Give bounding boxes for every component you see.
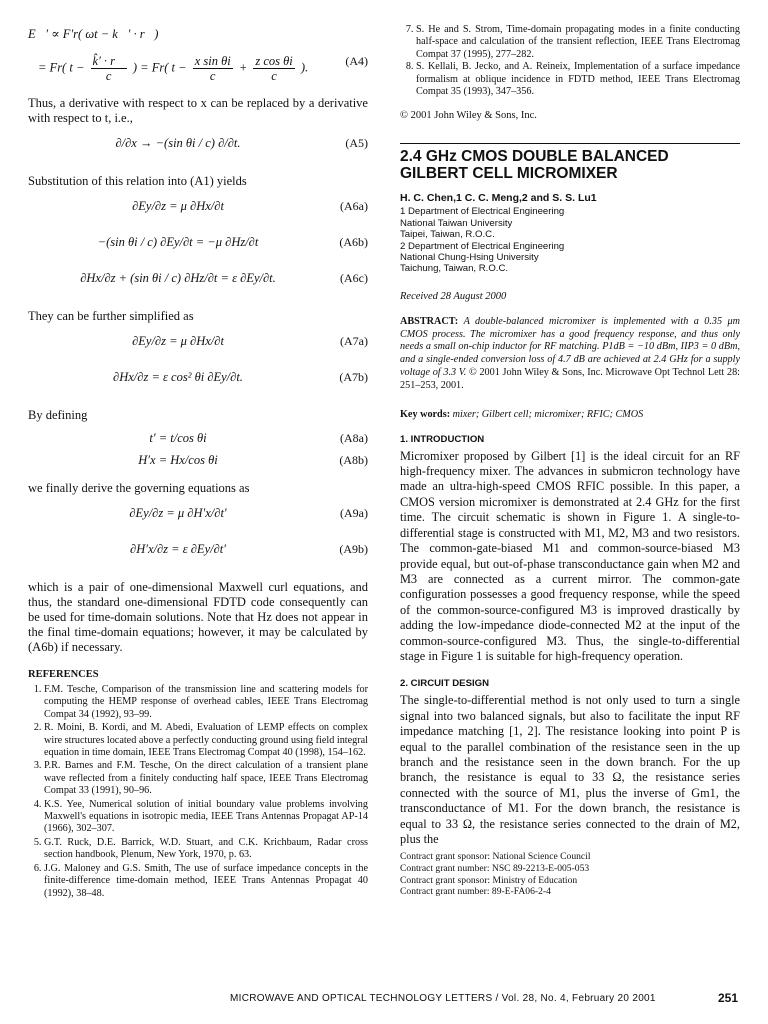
equation-a6c: ∂Hx/∂z + (sin θi / c) ∂Hz/∂t = ε ∂Ey/∂t. (A6c) (80, 271, 368, 285)
reference-item: 8. S. Kellali, B. Jecko, and A. Reineix, Implementation of a surface impedance formalism at oblique incidence in FDTD method, IEEE Trans Electromag Compat 35 (1993), 347–356. (416, 61, 740, 98)
equation-a8a: t′ = t/cos θi (A8a) (149, 431, 368, 445)
equation-tag: (A8a) (340, 431, 368, 445)
right-column (400, 24, 740, 898)
paragraph: The single-to-differential method is not only used to turn a single signal into two balanced signals, but also to facilitate the input RF impedance matching [1, 2]. The resistance looking into point P is equal to the parallel combination of the resistance seen in the up branch and the resistance seen in the down branch. For the up branch, the resistance is equal to 33 Ω, the resistance series connected with the source of M1, plus the inverse of Gm1, the transconductance of M1. For the down branch, the resistance is equal to 33 Ω, the resistance series connected to the drain of M2, plus the (400, 693, 740, 846)
paragraph: Micromixer proposed by Gilbert [1] is the ideal circuit for an RF high-frequency mixer. The advances in submicron technology have made an ultra-high-speed CMOS RFIC possible. In this paper, a CMOS version micromixer is demonstrated at 2.4 GHz for the first time. The circuit schematic is shown in Figure 1. A single-to-differential stage is constructed with M1, M2, M3 and two resistors. The common-gate-biased M1 and common-source-biased M3 provide equal, but out-of-phase transconductance gain when M2 and M3 are connected as a current mirror. The common-gate configuration possesses a good frequency response, while the speed of the common-source-configured M3 is improved drastically by adding the low-impedance diode-connected M2 at the input of the common-source-configured M3. Thus, the single-to-differential stage in Figure 1 is suitable for high-frequency operation. (400, 448, 740, 663)
paragraph: which is a pair of one-dimensional Maxwell curl equations, and thus, the standard one-dimensional FDTD code consequently can be used for time-domain solutions. Note that Hz does not appear in the final time-domain equations; however, it may be calculated by (A6b) if necessary. (28, 580, 368, 654)
equation-a7b: ∂Hx/∂z = ε cos² θi ∂Ey/∂t. (A7b) (113, 370, 368, 384)
paragraph: we finally derive the governing equations as (28, 481, 250, 495)
equation-a9a: ∂Ey/∂z = μ ∂H′x/∂t′ (A9a) (129, 506, 368, 520)
equation-tag: (A8b) (339, 453, 368, 467)
equation-a8b: H′x = Hx/cos θi (A8b) (138, 453, 368, 467)
equation-tag: (A7b) (339, 370, 368, 384)
reference-item: 7. S. He and S. Strom, Time-domain propagating modes in a finite conducting half-space and calculation of the transient reflection, IEEE Trans Electromag Compat 37 (1995), 277–282. (416, 24, 740, 61)
equation-a5: ∂/∂x → −(sin θi / c) ∂/∂t. (A5) (115, 136, 368, 150)
equation-tag: (A9b) (339, 542, 368, 556)
article-title: 2.4 GHz CMOS DOUBLE BALANCED GILBERT CELL MICROMIXER (400, 148, 669, 183)
equation-tag: (A4) (345, 54, 368, 68)
equation-tag: (A7a) (340, 334, 368, 348)
reference-item: 1. F.M. Tesche, Comparison of the transmission line and scattering models for computing the HEMP response of overhead cables, IEEE Trans Electromag Compat 34 (1992), 93–99. (44, 684, 368, 721)
journal-footer: MICROWAVE AND OPTICAL TECHNOLOGY LETTERS / Vol. 28, No. 4, February 20 2001 (230, 993, 656, 1004)
abstract: ABSTRACT: A double-balanced micromixer is implemented with a 0.35 μm CMOS process. The micromixer has a good frequency response, and thus only needs a small on-chip inductor for RF matching. P1dB = −10 dBm, IIP3 = 0 dBm, and a single-ended conversion loss of 4.7 dB are achieved at 2.4 GHz for a supply voltage of 3.3 V. © 2001 John Wiley & Sons, Inc. Microwave Opt Technol Lett 28: 251–253, 2001. (400, 315, 741, 391)
equation-a4-line1: E⃗′ ∝ F′r( ωt − k⃗′ · r⃗) (28, 27, 159, 41)
reference-item: 6. J.G. Maloney and G.S. Smith, The use of surface impedance concepts in the finite-difference time-domain method, IEEE Trans Antennas Propagat 40 (1992), 38–48. (44, 863, 368, 900)
title-rule (400, 143, 740, 144)
equation-tag: (A6b) (339, 235, 368, 249)
references-heading: REFERENCES (28, 669, 99, 680)
affiliations: 1 Department of Electrical Engineering National Taiwan University Taipei, Taiwan, R.O.C. 2 Department of Electrical Engineering National Chung-Hsing University Taichung, Taiwan, R.O.C. (400, 206, 565, 275)
fraction: $\frac{\text{z cos θi}}{c}$ (255, 54, 293, 83)
equation-tag: (A5) (345, 136, 368, 150)
reference-item: 5. G.T. Ruck, D.E. Barrick, W.D. Stuart, and C.K. Krichbaum, Radar cross section handbook, Plenum, New York, 1970, p. 63. (44, 837, 368, 862)
equation-a7a: ∂Ey/∂z = μ ∂Hx/∂t (A7a) (132, 334, 368, 348)
equation-tag: (A9a) (340, 506, 368, 520)
reference-item: 4. K.S. Yee, Numerical solution of initial boundary value problems involving Maxwell's equations in isotropic media, IEEE Trans Antennas Propagat AP-14 (1966), 302–307. (44, 799, 368, 836)
paragraph: By defining (28, 408, 88, 422)
authors: H. C. Chen,1 C. C. Meng,2 and S. S. Lu1 (400, 192, 597, 205)
keywords: Key words: mixer; Gilbert cell; micromixer; RFIC; CMOS (400, 408, 644, 420)
equation-tag: (A6a) (340, 199, 368, 213)
equation-a9b: ∂H′x/∂z = ε ∂Ey/∂t′ (A9b) (130, 542, 368, 556)
copyright: © 2001 John Wiley & Sons, Inc. (400, 110, 537, 122)
equation-a6b: −(sin θi / c) ∂Ey/∂t = −μ ∂Hz/∂t (A6b) (97, 235, 368, 249)
fraction: $\frac{\text{x sin θi}}{c}$ (194, 54, 231, 83)
reference-item: 3. P.R. Barnes and F.M. Tesche, On the direct calculation of a transient plane wave reflected from a finitely conducting half space, IEEE Trans Electromag Compat 33 (1991), 90–96. (44, 760, 368, 797)
equation-a4-line2: = Fr( t − $\frac{k̂' \cdot r⃗}{c}$ ) = Fr( t − $\frac{\text{x sin θi}}{c}$ + $\frac{\text{z cos θi}}{c}$ ). (A4) (38, 54, 368, 83)
fraction: $\frac{k̂' \cdot r⃗}{c}$ (92, 54, 125, 83)
grant-info: Contract grant sponsor: National Science Council Contract grant number: NSC 89-2213-E-005-053 Contract grant sponsor: Ministry of Education Contract grant number: 89-E-FA06-2-4 (400, 851, 591, 898)
paragraph: Substitution of this relation into (A1) yields (28, 174, 247, 188)
paragraph: They can be further simplified as (28, 309, 194, 323)
left-column (28, 24, 368, 901)
equation-tag: (A6c) (340, 271, 368, 285)
references-list (28, 684, 368, 900)
section-heading: 1. INTRODUCTION (400, 433, 485, 445)
references-list-continued (400, 24, 740, 98)
equation-a6a: ∂Ey/∂z = μ ∂Hx/∂t (A6a) (132, 199, 368, 213)
section-heading: 2. CIRCUIT DESIGN (400, 678, 490, 690)
reference-item: 2. R. Moini, B. Kordi, and M. Abedi, Evaluation of LEMP effects on complex wire structures located above a perfectly conducting ground using field integral equation in time domain, IEEE Trans Electromag Compat 40 (1998), 154–162. (44, 722, 368, 759)
received-date: Received 28 August 2000 (400, 290, 507, 302)
page-number: 251 (718, 991, 739, 1005)
paragraph: Thus, a derivative with respect to x can be replaced by a derivative with respect to t, i.e., (28, 96, 368, 125)
